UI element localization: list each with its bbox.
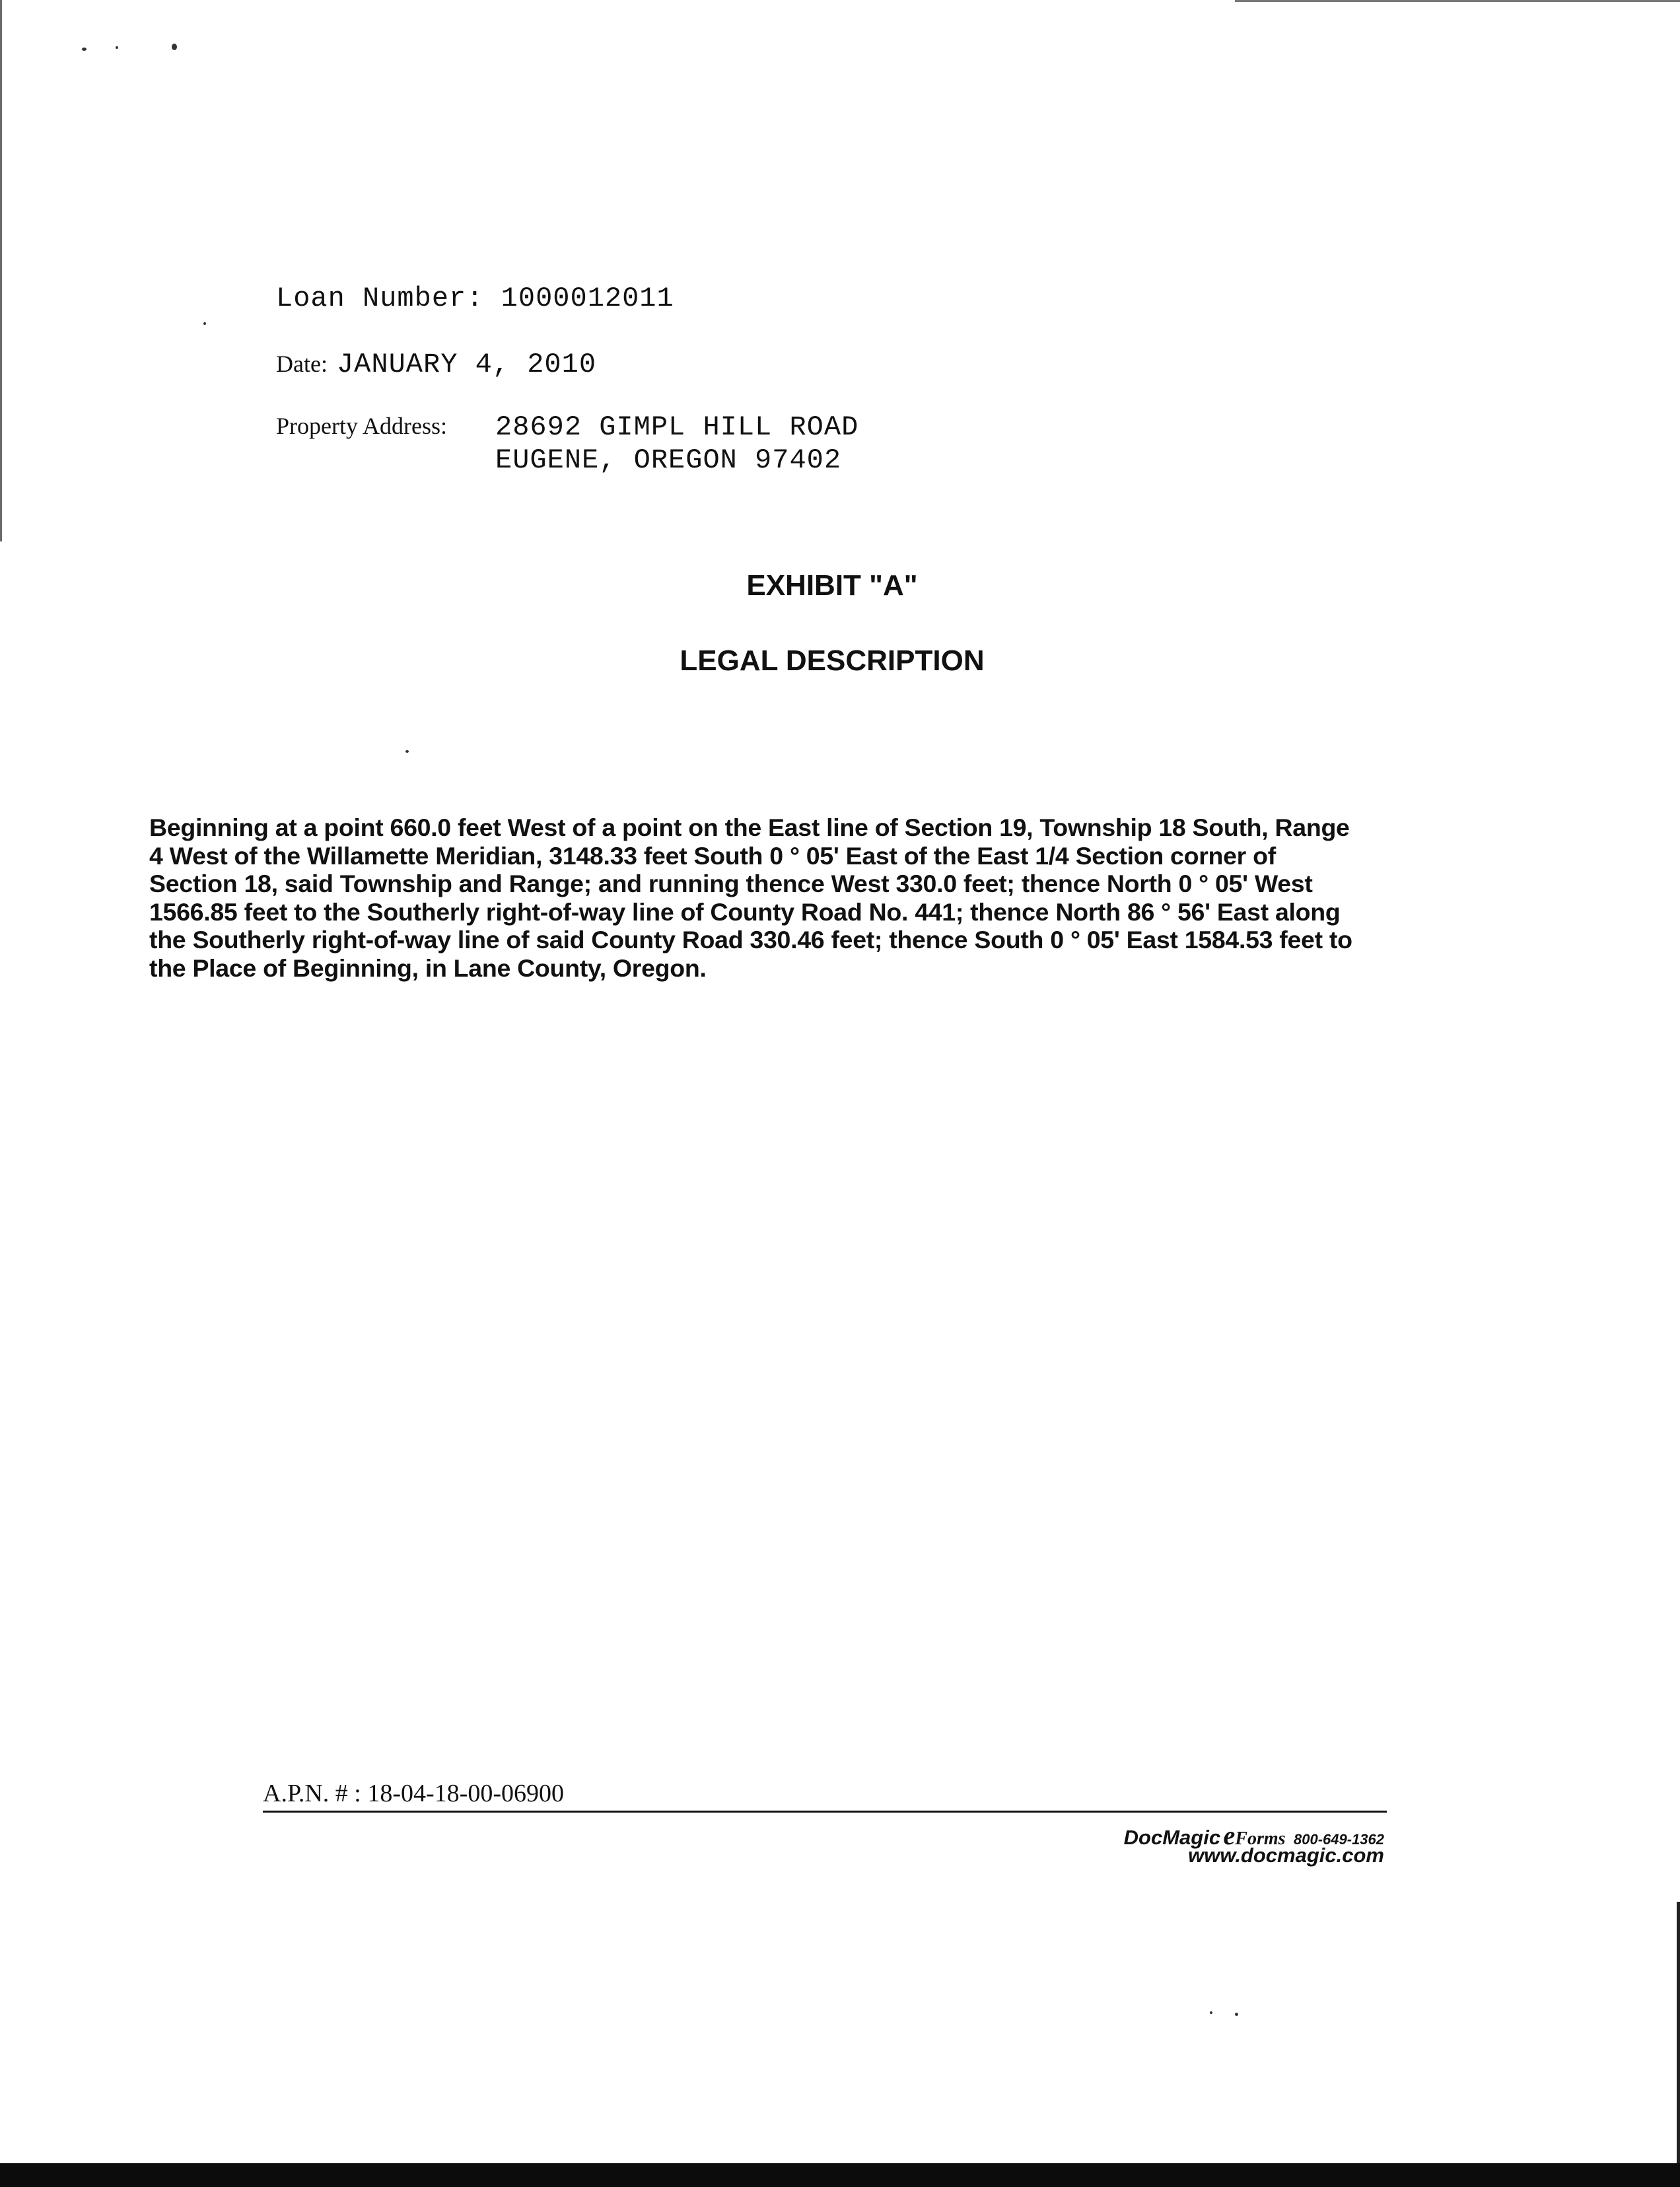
legal-description-line: the Place of Beginning, in Lane County, Oregon. — [149, 954, 707, 982]
loan-number-value: 1000012011 — [501, 283, 674, 314]
brand-phone: 800-649-1362 — [1293, 1831, 1384, 1848]
scan-bottom-band — [0, 2163, 1680, 2187]
scan-edge-left — [0, 0, 2, 541]
legal-description — [149, 814, 1391, 982]
legal-description-line: Beginning at a point 660.0 feet West of a point on the East line of Section 19, Township 18 South, Range — [149, 814, 1350, 841]
legal-description-line: Section 18, said Township and Range; and running thence West 330.0 feet; thence North 0 ° 05' West — [149, 870, 1313, 897]
date-label: Date: — [276, 351, 328, 377]
legal-description-line: the Southerly right-of-way line of said County Road 330.46 feet; thence South 0 ° 05' East 1584.53 feet to — [149, 926, 1352, 954]
legal-description-line: 1566.85 feet to the Southerly right-of-way line of County Road No. 441; thence North 86 ° 56' East along — [149, 897, 1341, 926]
eforms-logo-text: Forms — [1235, 1828, 1286, 1849]
eforms-logo-e: e — [1223, 1821, 1236, 1850]
scan-speck — [1235, 2013, 1238, 2016]
address-line-1: 28692 GIMPL HILL ROAD — [495, 411, 859, 443]
date-row — [276, 349, 596, 380]
loan-number-row — [276, 283, 674, 314]
brand-name: DocMagic — [1123, 1826, 1221, 1849]
scan-edge-top — [1235, 0, 1680, 2]
scan-speck — [405, 750, 409, 753]
exhibit-title: EXHIBIT "A" — [746, 569, 918, 602]
address-line-2: EUGENE, OREGON 97402 — [495, 444, 842, 476]
scan-speck — [172, 44, 177, 50]
brand-website: www.docmagic.com — [1188, 1844, 1384, 1867]
loan-number-label: Loan Number: — [276, 283, 484, 314]
scan-speck — [203, 322, 206, 325]
section-title: LEGAL DESCRIPTION — [680, 644, 985, 677]
scan-speck — [1210, 2011, 1212, 2014]
scan-edge-right — [1677, 1902, 1680, 2166]
scan-speck — [82, 48, 87, 51]
property-address-value — [495, 411, 858, 477]
property-address-label: Property Address: — [276, 413, 447, 439]
legal-description-line: 4 West of the Willamette Meridian, 3148.33 feet South 0 ° 05' East of the East 1/4 Section corner of — [149, 841, 1276, 870]
date-value: JANUARY 4, 2010 — [336, 349, 597, 380]
apn-number: A.P.N. # : 18-04-18-00-06900 — [263, 1780, 564, 1807]
footer-rule — [263, 1811, 1387, 1813]
scan-speck — [116, 46, 118, 49]
